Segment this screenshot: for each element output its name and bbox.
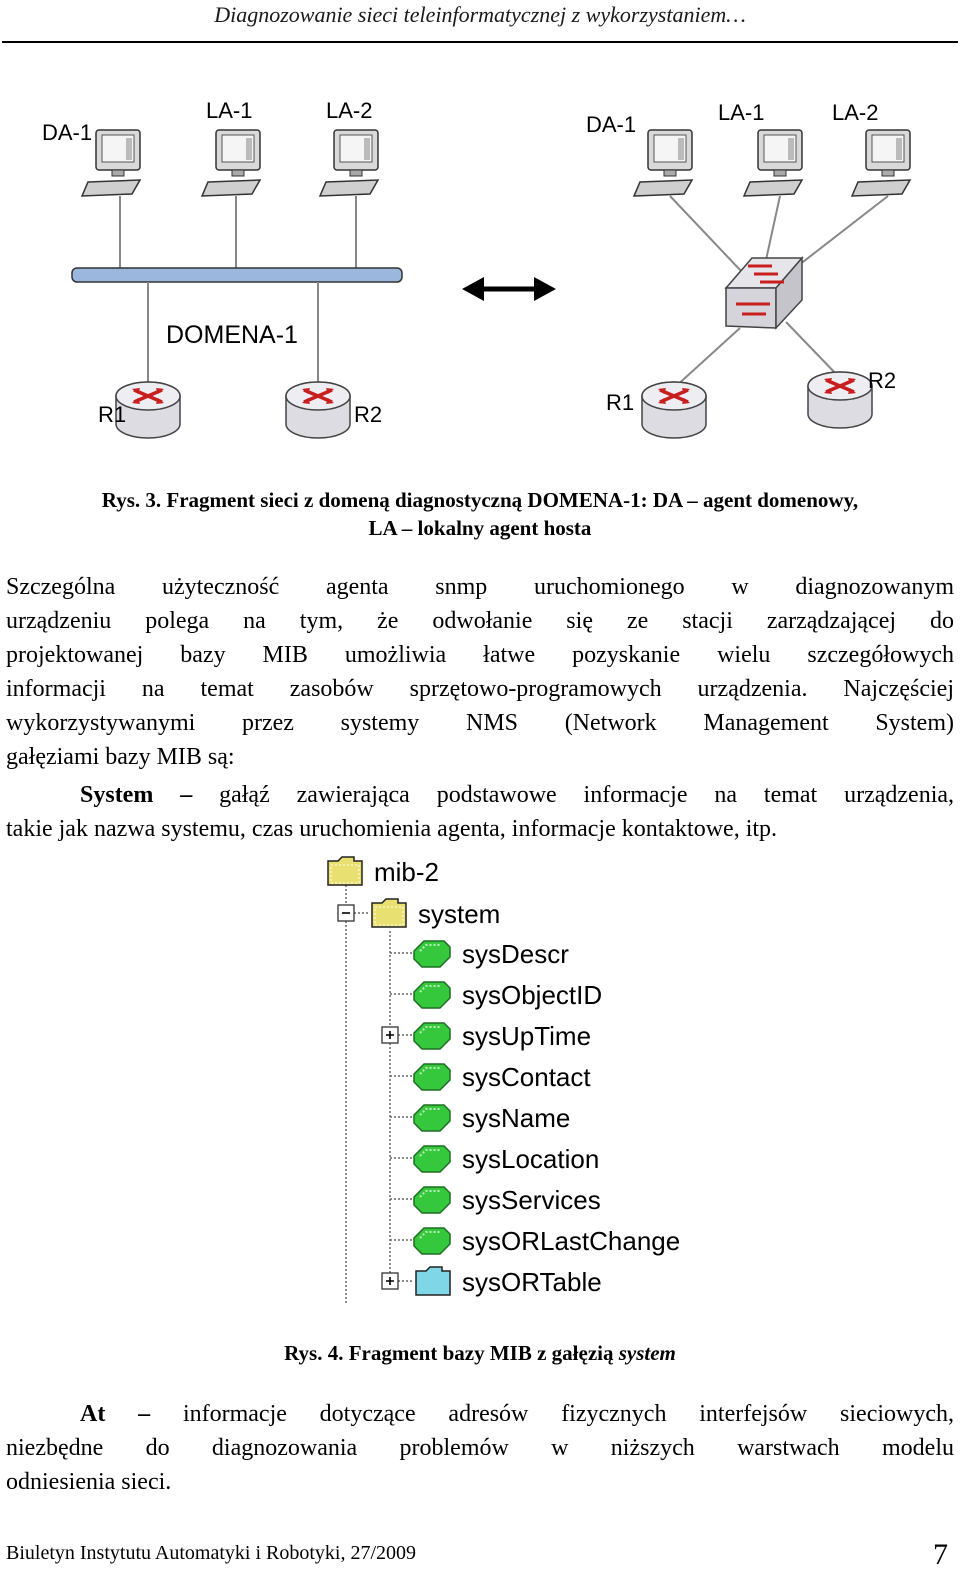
paragraph-line: Szczególna użyteczność agenta snmp uruchomionego w diagnozowanym [6, 574, 954, 600]
page-number: 7 [933, 1538, 948, 1571]
tree-branch-label[interactable]: system [418, 899, 501, 929]
host-label: LA-1 [206, 98, 253, 123]
paragraph [6, 570, 954, 774]
figure-4-caption [0, 1339, 960, 1367]
tree-root-label[interactable]: mib-2 [374, 857, 440, 887]
header-rule [2, 41, 958, 43]
tree-leaf-label[interactable]: sysServices [462, 1185, 601, 1215]
mib-leaf-icon [414, 1228, 450, 1254]
tree-leaf-label[interactable]: sysORLastChange [462, 1226, 681, 1256]
paragraph-at [6, 1397, 954, 1499]
mib-leaf-icon [414, 1187, 450, 1213]
mib-leaf-icon [414, 1064, 450, 1090]
pc-icon [202, 130, 260, 196]
pc-icon [744, 130, 802, 196]
paragraph-line: projektowanej bazy MIB umożliwia łatwe pozyskanie wielu szczegółowych [6, 642, 954, 668]
folder-icon [328, 857, 362, 885]
host-label: LA-2 [832, 100, 879, 125]
pc-icon [320, 130, 378, 196]
paragraph-line [6, 778, 954, 812]
tree-leaf-label[interactable]: sysObjectID [462, 980, 603, 1010]
paragraph-line: takie jak nazwa systemu, czas uruchomienia agenta, informacje kontaktowe, itp. [6, 816, 778, 842]
pc-icon [852, 130, 910, 196]
paragraph-line: odniesienia sieci. [6, 1469, 172, 1495]
paragraph-line: niezbędne do diagnozowania problemów w niższych warstwach modelu [6, 1435, 954, 1461]
router-label: R2 [354, 402, 383, 427]
domain-label: DOMENA-1 [166, 321, 298, 349]
right-network [586, 100, 910, 438]
paragraph-line [6, 1397, 954, 1431]
folder-icon [372, 899, 406, 927]
router-icon [808, 372, 872, 428]
term-dash: – [153, 782, 220, 808]
host-label: LA-1 [718, 100, 765, 125]
paragraph-line: urządzeniu polega na tym, że odwołanie się ze stacji zarządzającej do [6, 608, 954, 634]
network-diagram [0, 60, 960, 460]
left-network [42, 98, 402, 438]
term-label: At [80, 1401, 106, 1427]
tree-leaf-label[interactable]: sysDescr [462, 939, 569, 969]
expand-icon[interactable] [382, 1273, 398, 1289]
paragraph-line: wykorzystywanymi przez systemy NMS (Network Management System) [6, 710, 954, 736]
header-title: Diagnozowanie sieci teleinformatycznej z wykorzystaniem… [214, 2, 746, 27]
figure-3-caption [0, 486, 960, 542]
paragraph-line: informacji na temat zasobów sprzętowo-programowych urządzenia. Najczęściej [6, 676, 954, 702]
mib-leaf-icon [414, 1146, 450, 1172]
footer-journal: Biuletyn Instytutu Automatyki i Robotyki, 27/2009 [6, 1542, 417, 1564]
router-icon [286, 382, 350, 438]
host-label: LA-2 [326, 98, 373, 123]
running-header [0, 0, 960, 44]
mib-tree [310, 845, 690, 1315]
mib-leaf-icon [414, 1105, 450, 1131]
expand-icon[interactable] [382, 1027, 398, 1043]
network-bus [72, 268, 402, 282]
tree-leaf-label[interactable]: sysORTable [462, 1267, 602, 1297]
pc-icon [634, 130, 692, 196]
double-arrow-icon [462, 277, 556, 301]
router-label: R2 [868, 368, 897, 393]
page-footer [6, 1538, 956, 1578]
caption-prefix: Rys. 4. Fragment bazy MIB z gałęzią [284, 1341, 619, 1365]
term-dash: – [105, 1401, 183, 1427]
tree-leaf-label[interactable]: sysName [462, 1103, 571, 1133]
mib-leaf-icon [414, 982, 450, 1008]
table-folder-icon [416, 1267, 450, 1295]
collapse-icon[interactable] [338, 905, 354, 921]
router-label: R1 [606, 390, 635, 415]
paragraph-line: gałęziami bazy MIB są: [6, 744, 235, 770]
caption-italic: system [618, 1341, 676, 1365]
caption-line: Rys. 3. Fragment sieci z domeną diagnostyczną DOMENA-1: DA – agent domenowy, [101, 488, 859, 512]
host-label: DA-1 [586, 112, 637, 137]
mib-leaf-icon [414, 1023, 450, 1049]
mib-leaf-icon [414, 941, 450, 967]
router-icon [642, 382, 706, 438]
paragraph-system [6, 778, 954, 846]
tree-leaf-label[interactable]: sysContact [462, 1062, 591, 1092]
tree-leaf-label[interactable]: sysLocation [462, 1144, 600, 1174]
host-label: DA-1 [42, 120, 93, 145]
tree-leaf-label[interactable]: sysUpTime [462, 1021, 592, 1051]
router-label: R1 [98, 402, 127, 427]
term-description: gałąź zawierająca podstawowe informacje na temat urządzenia, [219, 782, 955, 808]
caption-line: LA – lokalny agent hosta [368, 516, 592, 540]
term-label: System [80, 782, 154, 808]
term-description: informacje dotyczące adresów fizycznych interfejsów sieciowych, [182, 1401, 954, 1427]
